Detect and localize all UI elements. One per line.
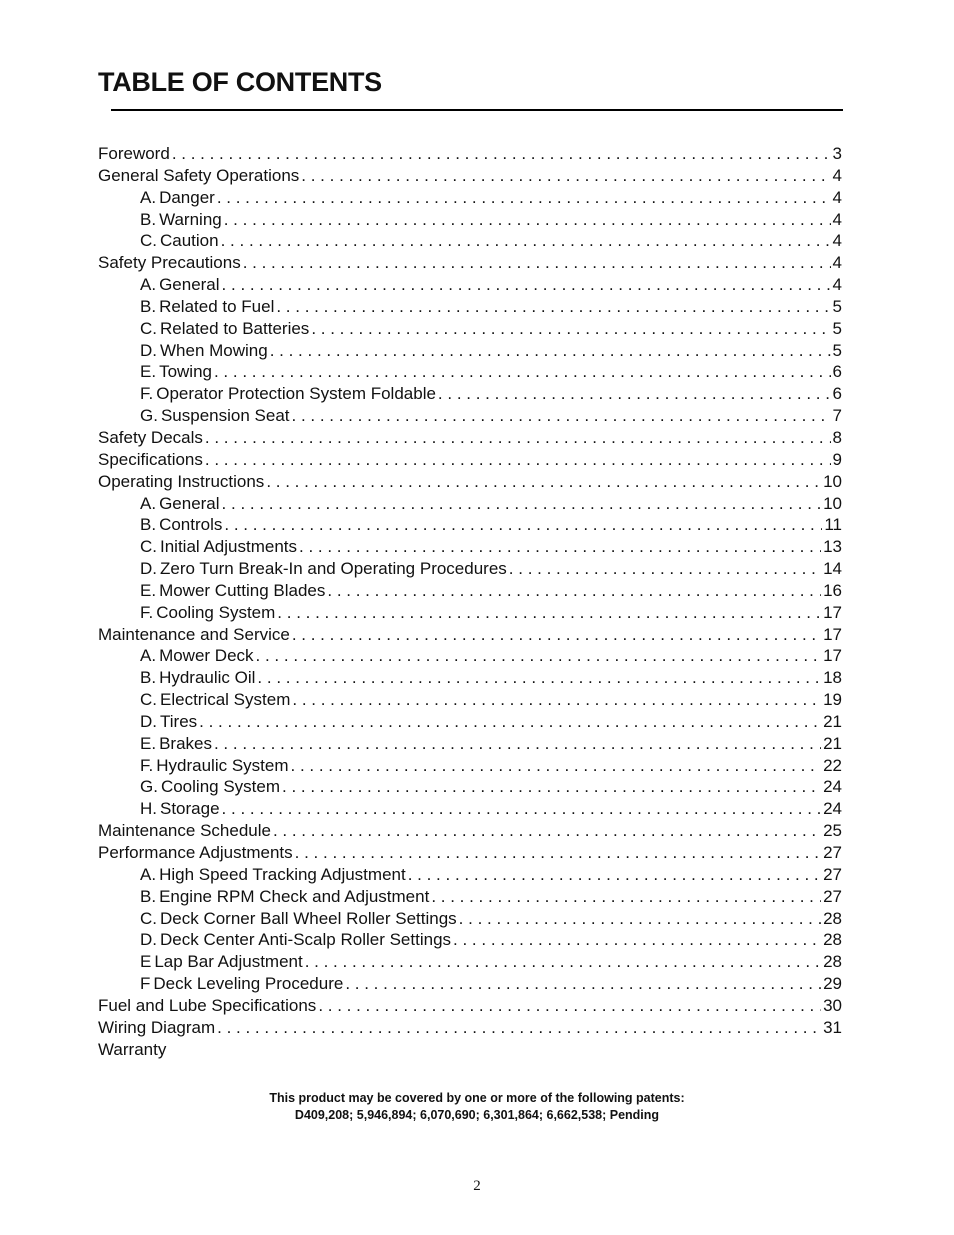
toc-dot-leader [172,143,831,165]
toc-dot-leader [438,383,831,405]
toc-entry-page: 5 [832,296,842,316]
toc-entry-label: Operating Instructions [98,471,265,491]
toc-dot-leader [270,340,831,362]
toc-dot-leader [291,755,822,777]
toc-entry-page: 29 [823,974,842,994]
page-number: 2 [473,1178,481,1194]
toc-subentry [98,318,842,340]
toc-entry-label: Maintenance Schedule [98,821,271,841]
toc-entry [98,471,842,493]
toc-entry-letter: B. [140,296,157,316]
toc-dot-leader [214,361,831,383]
toc-entry-letter: F [140,974,151,994]
toc-entry-letter: B. [140,668,157,688]
toc-entry-letter: G. [140,406,158,426]
toc-dot-leader [292,689,821,711]
toc-entry-page: 21 [823,711,842,731]
toc-entry-page: 7 [832,406,842,426]
toc-entry-label: Related to Fuel [159,296,275,316]
toc-dot-leader [327,580,821,602]
toc-subentry [98,755,842,777]
toc-dot-leader [224,514,822,536]
toc-entry-letter: D. [140,711,157,731]
toc-dot-leader [222,798,822,820]
toc-entry-label: Cooling System [156,602,276,622]
toc-subentry [98,580,842,602]
toc-subentry [98,733,842,755]
toc-dot-leader [243,252,831,274]
toc-subentry [98,405,842,427]
toc-dot-leader [459,908,821,930]
toc-entry-letter: B. [140,886,157,906]
toc-entry-label: General [159,275,220,295]
toc-entry-label: High Speed Tracking Adjustment [159,864,406,884]
toc-dot-leader [276,296,830,318]
toc-dot-leader [431,886,821,908]
toc-entry-page: 31 [823,1017,842,1037]
toc-entry-label: Warranty [98,1039,167,1059]
toc-subentry [98,711,842,733]
toc-entry-page: 4 [832,187,842,207]
toc-entry-label: Operator Protection System Foldable [156,384,436,404]
toc-subentry [98,383,842,405]
toc-entry-page: 6 [832,384,842,404]
toc-entry-letter: E [140,952,152,972]
toc-dot-leader [301,165,830,187]
toc-subentry [98,886,842,908]
toc-entry-letter: A. [140,275,157,295]
toc-entry-page: 5 [832,340,842,360]
toc-entry-label: Deck Leveling Procedure [153,974,344,994]
toc-subentry [98,667,842,689]
toc-entry [98,1017,842,1039]
toc-entry-label: Hydraulic System [156,755,289,775]
toc-dot-leader [311,318,830,340]
toc-entry-letter: A. [140,493,157,513]
toc-entry-page: 6 [832,362,842,382]
table-of-contents [98,143,842,1060]
toc-dot-leader [292,624,821,646]
toc-entry-label: Suspension Seat [160,406,290,426]
toc-dot-leader [205,427,831,449]
toc-entry-label: Maintenance and Service [98,624,290,644]
toc-entry-label: Deck Center Anti-Scalp Roller Settings [160,930,452,950]
toc-dot-leader [282,776,821,798]
toc-entry-letter: E. [140,580,157,600]
toc-subentry [98,776,842,798]
toc-subentry [98,864,842,886]
toc-entry-letter: G. [140,777,158,797]
toc-entry [98,449,842,471]
toc-dot-leader [224,209,831,231]
toc-entry-page: 27 [823,864,842,884]
toc-subentry [98,602,842,624]
toc-entry [98,165,842,187]
toc-entry-letter: D. [140,930,157,950]
toc-dot-leader [295,842,821,864]
toc-entry-label: Related to Batteries [160,318,310,338]
toc-entry-label: Foreword [98,144,170,163]
toc-subentry [98,493,842,515]
toc-entry-page: 28 [823,908,842,928]
toc-entry-label: Cooling System [160,777,281,797]
toc-entry [98,252,842,274]
toc-entry-label: Towing [159,362,212,382]
toc-entry-label: General Safety Operations [98,165,300,185]
toc-subentry [98,361,842,383]
toc-entry-page: 10 [823,471,842,491]
page-title: TABLE OF CONTENTS [98,67,382,97]
toc-entry-page: 24 [823,799,842,819]
toc-entry-label: Deck Corner Ball Wheel Roller Settings [160,908,457,928]
toc-entry-page: 9 [832,449,842,469]
toc-subentry [98,929,842,951]
toc-entry-label: Fuel and Lube Specifications [98,995,317,1015]
toc-entry-letter: D. [140,340,157,360]
toc-entry-letter: A. [140,864,157,884]
toc-entry-label: Hydraulic Oil [159,668,256,688]
toc-entry-page: 30 [823,995,842,1015]
toc-entry-page: 24 [823,777,842,797]
toc-entry-page: 10 [823,493,842,513]
toc-entry-label: Electrical System [160,690,291,710]
toc-entry-page: 18 [823,668,842,688]
toc-entry-letter: C. [140,231,157,251]
toc-entry [98,842,842,864]
toc-entry-label: When Mowing [160,340,268,360]
toc-entry-letter: F. [140,384,154,404]
toc-entry [98,1039,842,1061]
toc-entry-label: Zero Turn Break-In and Operating Procedures [160,559,507,579]
toc-entry-label: Warning [159,209,222,229]
toc-entry-label: Controls [159,515,223,535]
toc-entry-letter: H. [140,799,157,819]
toc-subentry [98,536,842,558]
toc-dot-leader [453,929,821,951]
toc-entry-label: Engine RPM Check and Adjustment [159,886,430,906]
toc-entry-page: 4 [832,275,842,295]
toc-entry [98,820,842,842]
toc-dot-leader [214,733,821,755]
toc-entry-page: 4 [832,209,842,229]
toc-dot-leader [199,711,821,733]
toc-entry-label: Lap Bar Adjustment [154,952,303,972]
toc-entry-page: 3 [832,144,842,163]
patent-notice-heading: This product may be covered by one or more of the following patents: [269,1091,685,1105]
toc-entry-label: Initial Adjustments [160,537,298,557]
toc-entry-page: 17 [823,646,842,666]
toc-entry-letter: E. [140,733,157,753]
toc-entry-label: Danger [159,187,215,207]
toc-dot-leader [205,449,831,471]
toc-dot-leader [345,973,821,995]
toc-entry-letter: E. [140,362,157,382]
toc-subentry [98,558,842,580]
toc-entry-page: 27 [823,843,842,862]
toc-entry-page: 22 [823,755,842,775]
toc-subentry [98,514,842,536]
patent-notice-numbers: D409,208; 5,946,894; 6,070,690; 6,301,864; 6,662,538; Pending [294,1108,660,1122]
toc-entry-page: 5 [832,318,842,338]
toc-entry [98,427,842,449]
toc-subentry [98,973,842,995]
toc-dot-leader [217,1017,821,1039]
toc-subentry [98,230,842,252]
toc-entry [98,995,842,1017]
toc-entry-page: 16 [823,580,842,600]
toc-subentry [98,908,842,930]
toc-entry-page: 4 [832,231,842,251]
toc-entry-label: Performance Adjustments [98,843,293,862]
title-divider [111,109,843,111]
toc-dot-leader [256,645,822,667]
toc-subentry [98,209,842,231]
toc-entry-letter: B. [140,515,157,535]
toc-subentry [98,296,842,318]
toc-entry-page: 4 [832,165,842,185]
toc-dot-leader [217,187,831,209]
toc-dot-leader [408,864,821,886]
toc-subentry [98,187,842,209]
toc-entry-letter: C. [140,690,157,710]
toc-entry [98,624,842,646]
toc-entry-page: 11 [824,515,842,535]
toc-entry-label: Storage [160,799,220,819]
toc-entry-letter: C. [140,318,157,338]
toc-dot-leader [273,820,821,842]
toc-entry-label: Tires [160,711,198,731]
toc-subentry [98,798,842,820]
toc-dot-leader [318,995,821,1017]
toc-subentry [98,274,842,296]
toc-subentry [98,951,842,973]
toc-entry-page: 13 [823,537,842,557]
toc-entry-page: 17 [823,624,842,644]
toc-entry-letter: A. [140,646,157,666]
toc-entry-letter: C. [140,908,157,928]
toc-entry-label: Caution [160,231,219,251]
toc-subentry [98,645,842,667]
toc-entry-page: 17 [823,602,842,622]
toc-entry-page: 21 [823,733,842,753]
toc-subentry [98,689,842,711]
toc-entry-label: Specifications [98,449,203,469]
toc-entry-label: General [159,493,220,513]
toc-entry-page: 28 [823,952,842,972]
toc-entry-label: Mower Deck [159,646,254,666]
toc-entry-page: 8 [832,427,842,447]
toc-entry-label: Safety Decals [98,427,203,447]
toc-dot-leader [292,405,831,427]
toc-entry-letter: B. [140,209,157,229]
toc-dot-leader [222,274,831,296]
toc-entry [98,143,842,165]
toc-entry-label: Safety Precautions [98,253,241,273]
toc-dot-leader [299,536,821,558]
toc-entry-letter: D. [140,559,157,579]
toc-entry-letter: C. [140,537,157,557]
toc-entry-label: Mower Cutting Blades [159,580,326,600]
toc-dot-leader [305,951,821,973]
toc-dot-leader [509,558,821,580]
toc-entry-page: 27 [823,886,842,906]
toc-entry-page: 28 [823,930,842,950]
toc-subentry [98,340,842,362]
toc-dot-leader [257,667,821,689]
toc-entry-label: Wiring Diagram [98,1017,216,1037]
toc-entry-letter: F. [140,602,154,622]
toc-entry-letter: F. [140,755,154,775]
toc-entry-page: 19 [823,690,842,710]
toc-dot-leader [222,493,822,515]
toc-dot-leader [221,230,831,252]
toc-entry-label: Brakes [159,733,212,753]
toc-entry-letter: A. [140,187,157,207]
toc-entry-page: 4 [832,253,842,273]
toc-dot-leader [277,602,821,624]
toc-entry-page: 14 [823,559,842,579]
toc-dot-leader [266,471,821,493]
toc-entry-page: 25 [823,821,842,841]
